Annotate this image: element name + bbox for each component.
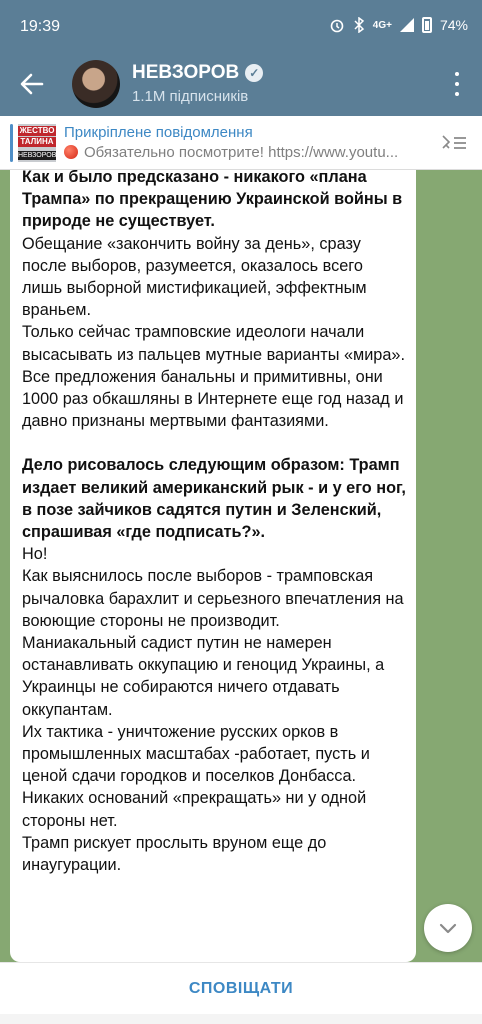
bottom-bar — [0, 962, 482, 1014]
message-paragraph: Только сейчас трамповские идеологи начали высасывать из пальцев мутные варианты «мира». — [22, 323, 405, 364]
status-time: 19:39 — [20, 18, 61, 35]
status-icons — [329, 17, 468, 33]
scroll-down-button[interactable] — [424, 904, 472, 952]
message-paragraph: Трамп рискует прослыть вруном еще до инаугурации. — [22, 833, 327, 875]
pinned-message-bar[interactable] — [0, 116, 482, 170]
channel-avatar[interactable] — [72, 60, 120, 108]
channel-header — [0, 52, 482, 116]
message-paragraph: Как и было предсказано - никакого «плана Трампа» по прекращению Украинской войны в природе не существует. — [22, 170, 403, 231]
pin-list-icon[interactable] — [440, 132, 468, 154]
message-paragraph: Все предложения банальны и примитивны, они 1000 раз обкашляны в Интернете еще год назад и давно признаны мертвыми фантазиями. — [22, 367, 404, 431]
gesture-bar — [0, 1014, 482, 1024]
network-type: 4G+ — [372, 19, 392, 31]
pinned-title: Прикріплене повідомлення — [64, 124, 253, 141]
back-arrow-icon[interactable] — [18, 70, 46, 98]
pinned-preview: Обязательно посмотрите! https://www.youtu... — [64, 144, 436, 161]
status-bar — [0, 0, 482, 52]
message-paragraph: Как выяснилось после выборов - трамповская рычаловка барахлит и серьезного впечатления на воюющие стороны не производит. — [22, 567, 404, 630]
notify-button[interactable]: СПОВІЩАТИ — [188, 980, 294, 997]
chevron-down-icon — [436, 916, 460, 940]
pinned-thumbnail: ЖЕСТВО ТАЛИНА НЕВЗОРОВ — [18, 124, 56, 162]
channel-title[interactable] — [132, 62, 263, 84]
battery-percent: 74% — [439, 17, 468, 33]
verified-icon: ✓ — [245, 64, 263, 82]
message-paragraph: Но! — [22, 545, 48, 564]
subscriber-count: 1.1M підписників — [132, 88, 249, 105]
message-paragraph: Их тактика - уничтожение русских орков в промышленных масштабах -работает, пусть и ценой сдачи городков и поселков Донбасса. — [22, 722, 370, 786]
more-vertical-icon[interactable] — [454, 72, 460, 96]
signal-icon — [400, 18, 414, 32]
message-paragraph: Обещание «закончить войну за день», сразу после выборов, разумеется, оказалось всего лишь выборной мистификацией, эффектным враньем. — [22, 234, 367, 320]
battery-icon — [422, 17, 432, 33]
alarm-icon — [329, 17, 345, 33]
pinned-indicator — [10, 124, 13, 162]
chat-area[interactable] — [0, 170, 482, 962]
message-paragraph: Маниакальный садист путин не намерен останавливать оккупацию и геноцид Украины, а Украинцы не собираются ничего отдавать оккупантам. — [22, 634, 385, 719]
message-paragraph: Дело рисовалось следующим образом: Трамп издает великий американский рык - и у его ног, в позе зайчиков садятся путин и Зеленский, спрашивая «где подписать?». — [22, 456, 406, 542]
red-circle-emoji-icon — [64, 145, 78, 159]
channel-name: НЕВЗОРОВ — [132, 62, 240, 83]
bluetooth-icon — [353, 17, 365, 33]
message-paragraph: Никаких оснований «прекращать» ни у одной стороны нет. — [22, 789, 367, 830]
message-bubble[interactable] — [10, 170, 416, 962]
